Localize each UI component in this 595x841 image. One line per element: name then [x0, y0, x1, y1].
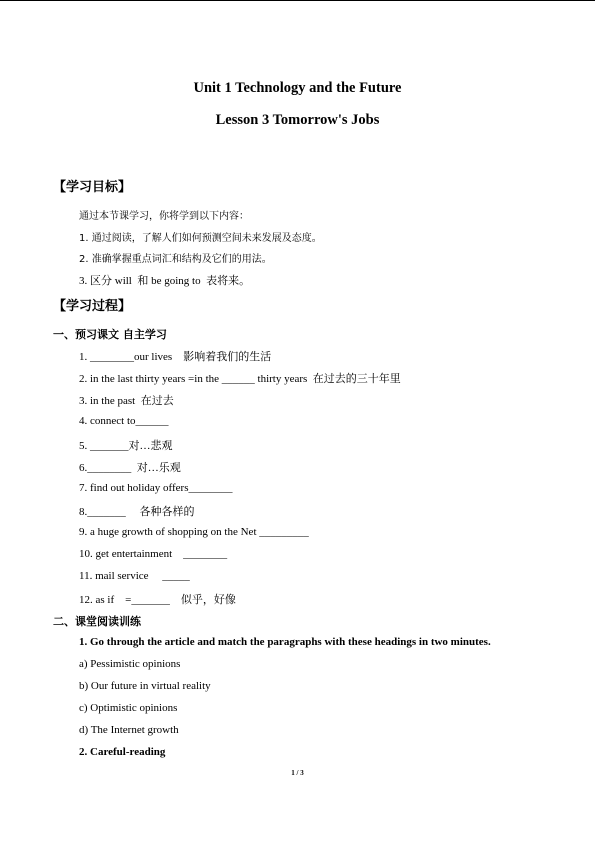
goal-item-1: 1. 通过阅读，了解人们如何预测空间未来发展及态度。	[79, 233, 322, 244]
document-title: Unit 1 Technology and the Future	[193, 80, 402, 96]
goals-heading: 【学习目标】	[53, 180, 132, 195]
preview-item-10: 10. get entertainment ________	[79, 548, 228, 560]
process-heading: 【学习过程】	[53, 299, 132, 314]
preview-item-2: 2. in the last thirty years =in the ______ thirty years 在过去的三十年里	[79, 373, 401, 385]
preview-item-8: 8._______ 各种各样的	[79, 506, 195, 518]
preview-item-5: 5. _______对…悲观	[79, 440, 173, 452]
preview-item-11: 11. mail service _____	[79, 570, 190, 582]
reading-task-2: 2. Careful-reading	[79, 746, 166, 758]
reading-option-d: d) The Internet growth	[79, 724, 179, 736]
preview-item-6: 6.________ 对…乐观	[79, 462, 181, 474]
reading-title: 二、课堂阅读训练	[53, 615, 141, 628]
reading-option-a: a) Pessimistic opinions	[79, 658, 181, 670]
preview-item-1: 1. ________our lives 影响着我们的生活	[79, 351, 272, 363]
goal-item-2: 2. 准确掌握重点词汇和结构及它们的用法。	[79, 254, 272, 265]
preview-item-4: 4. connect to______	[79, 415, 169, 427]
reading-option-b: b) Our future in virtual reality	[79, 680, 211, 692]
preview-title: 一、预习课文 自主学习	[53, 328, 167, 341]
preview-item-12: 12. as if =_______ 似乎，好像	[79, 594, 236, 606]
page-number: 1 / 3	[291, 769, 304, 777]
top-rule	[0, 0, 595, 1]
preview-item-7: 7. find out holiday offers________	[79, 482, 233, 494]
reading-option-c: c) Optimistic opinions	[79, 702, 178, 714]
document-subtitle: Lesson 3 Tomorrow's Jobs	[215, 112, 380, 128]
preview-item-3: 3. in the past 在过去	[79, 395, 174, 407]
reading-task-1: 1. Go through the article and match the paragraphs with these headings in two minutes.	[79, 636, 491, 648]
preview-item-9: 9. a huge growth of shopping on the Net _________	[79, 526, 309, 538]
goals-intro: 通过本节课学习，你将学到以下内容：	[79, 211, 249, 222]
goal-item-3: 3. 区分 will 和 be going to 表将来。	[79, 275, 251, 287]
